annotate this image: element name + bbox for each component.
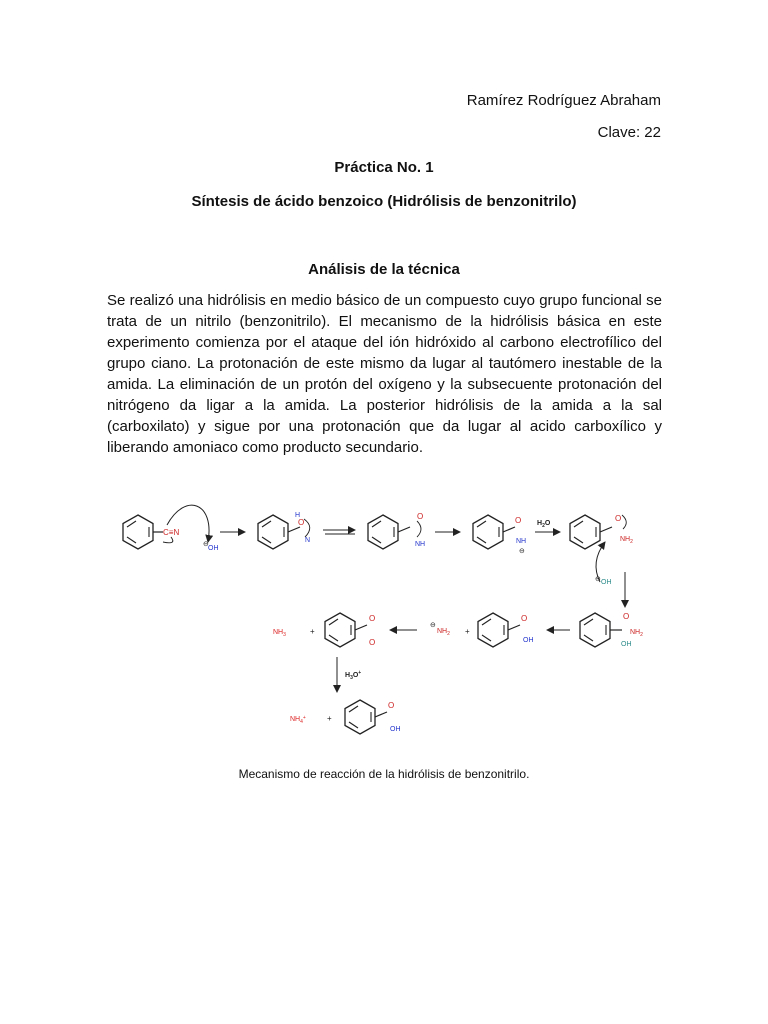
charge-minus: ⊖ (519, 548, 525, 555)
practice-subtitle: Síntesis de ácido benzoico (Hidrólisis de benzonitrilo) (191, 193, 577, 210)
oxygen-label: O (623, 612, 630, 621)
charge-minus: ⊖ (203, 541, 209, 548)
oxygen-label: O (369, 638, 376, 647)
plus-sign: + (465, 627, 470, 636)
oxygen-label: O (298, 518, 305, 527)
charge-minus: ⊖ (430, 622, 436, 629)
plus-sign: + (310, 627, 315, 636)
hydroxide-label: OH (601, 579, 612, 586)
practice-title: Práctica No. 1 (334, 159, 434, 176)
plus-sign: + (327, 714, 332, 723)
amine-label: $NH_2$ (620, 536, 633, 545)
amide-nh-label: NH (516, 538, 527, 545)
oxygen-label: O (615, 514, 622, 523)
oxygen-label: O (388, 701, 395, 710)
ammonium-label: $NH_4^+$ (290, 715, 306, 725)
imidate-intermediate (258, 512, 310, 549)
section-title: Análisis de la técnica (308, 261, 460, 278)
benzamide-molecule (570, 514, 633, 586)
benzonitrile-molecule (123, 505, 219, 552)
benzoic-acid-intermediate (478, 613, 534, 647)
student-key: Clave: 22 (597, 124, 661, 141)
amine-label: $NH_2$ (630, 629, 643, 638)
cyano-label: C≡N (163, 528, 180, 537)
amide-anion (473, 515, 526, 555)
electron-arrow-small (163, 537, 173, 543)
oxygen-label: O (515, 516, 522, 525)
electron-arrow (417, 521, 421, 537)
hydroxyl-label: OH (523, 637, 534, 644)
hydronium-reagent: $H_3O^+$ (345, 670, 362, 681)
charge-minus: ⊖ (595, 576, 601, 583)
oxygen-label: O (521, 614, 528, 623)
benzoate-anion (325, 613, 375, 647)
hydroxide-label: OH (208, 545, 219, 552)
author-name: Ramírez Rodríguez Abraham (466, 92, 661, 109)
amide-ion-label: $NH_2$ (437, 628, 450, 637)
analysis-paragraph: Se realizó una hidrólisis en medio básico de un compuesto cuyo grupo funcional se trata de un nitrilo (benzonitrilo). El mecanismo de la hidrólisis básica en este experimento comienza por el ataque del ión hidróxido al carbono electrofílico del grupo ciano. La protonación de este mismo da lugar al tautómero inestable de la amida. La eliminación de un protón del oxígeno y la subsecuente protonación del nitrógeno da ligar a la amida. La posterior hidrólisis de la amida a la sal (carboxilato) y sigue por una protonación que da lugar al acido carboxílico y liberando amoniaco como producto secundario. (107, 292, 662, 456)
water-reagent: $H_2O$ (537, 520, 551, 529)
hydroxyl-label: OH (621, 641, 632, 648)
tautomer-intermediate (368, 512, 425, 549)
hydroxyl-label: OH (390, 726, 401, 733)
electron-arrow (622, 515, 626, 529)
hydrogen-label: H (295, 512, 301, 519)
tetrahedral-intermediate (580, 612, 643, 648)
ammonia-label: $NH_3$ (273, 629, 286, 638)
reaction-mechanism-scheme (105, 497, 665, 752)
electron-arrow (304, 519, 310, 537)
oxygen-label: O (417, 512, 424, 521)
benzoic-acid-product (345, 700, 401, 734)
nitrogen-label: N (305, 537, 311, 544)
oxygen-label: O (369, 614, 376, 623)
figure-caption: Mecanismo de reacción de la hidrólisis de benzonitrilo. (238, 767, 530, 781)
imine-label: NH (415, 541, 426, 548)
